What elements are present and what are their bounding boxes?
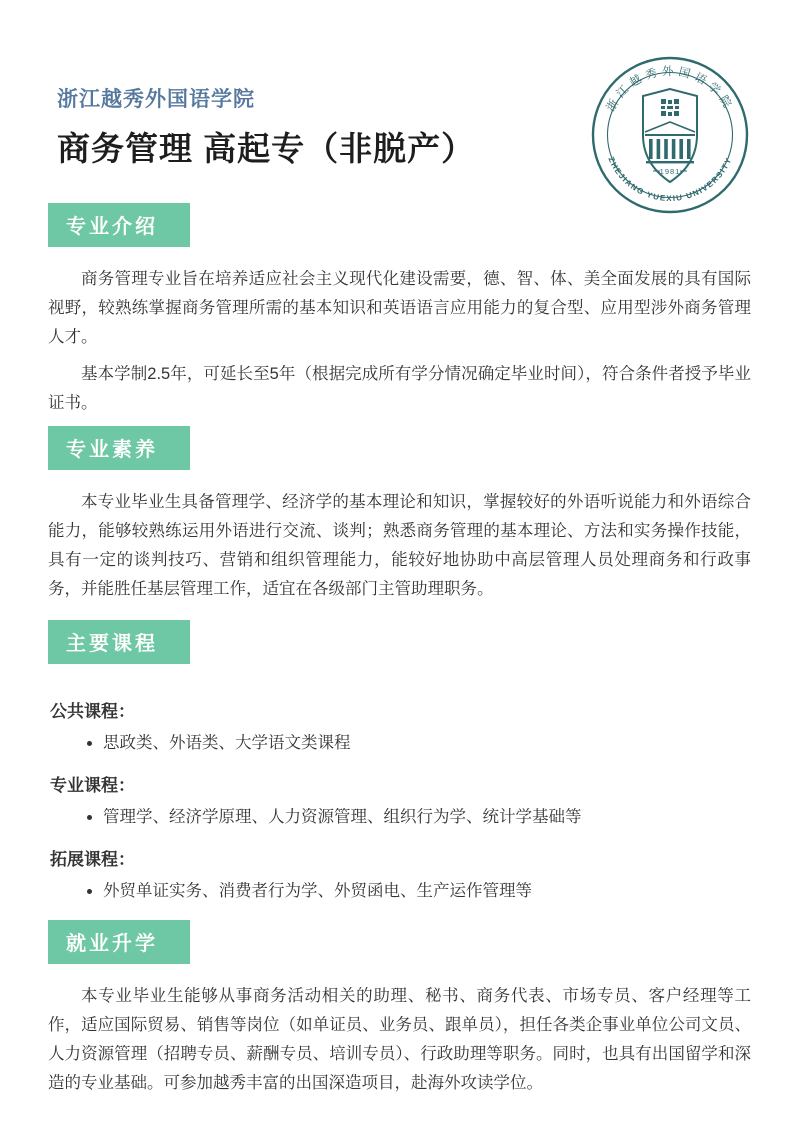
- quality-paragraph: 本专业毕业生具备管理学、经济学的基本理论和知识，掌握较好的外语听说能力和外语综合能力，能够较熟练运用外语进行交流、谈判；熟悉商务管理的基本理论、方法和实务操作技能，具有一定的谈判技巧、营销和组织管理能力，能较好地协助中高层管理人员处理商务和行政事务，并能胜任基层管理工作，适宜在各级部门主管助理职务。: [48, 493, 751, 598]
- course-group-major: [48, 771, 751, 830]
- section-career: [48, 920, 751, 1098]
- course-list: [48, 731, 751, 756]
- seal-emblem-pattern: [661, 99, 679, 116]
- career-paragraph: 本专业毕业生能够从事商务活动相关的助理、秘书、商务代表、市场专员、客户经理等工作，适应国际贸易、销售等岗位（如单证员、业务员、跟单员），担任各类企事业单位公司文员、人力资源管理（招聘专员、薪酬专员、培训专员）、行政助理等职务。同时，也具有出国留学和深造的专业基础。可参加越秀丰富的出国深造项目，赴海外攻读学位。: [48, 987, 751, 1092]
- section-heading-quality: 专业素养: [48, 426, 190, 470]
- university-seal-icon: [590, 55, 750, 215]
- course-group-label: 拓展课程：: [50, 850, 135, 869]
- section-intro: [48, 203, 751, 418]
- page-title: 商务管理 高起专（非脱产）: [57, 130, 476, 167]
- seal-building-columns: [649, 139, 691, 159]
- seal-building-roof: [645, 122, 695, 132]
- seal-bottom-text: ZHEJIANG YUEXIU UNIVERSITY: [606, 155, 734, 204]
- university-seal: [590, 55, 750, 215]
- course-group-public: [48, 697, 751, 756]
- document-header: [57, 83, 475, 170]
- seal-shield-icon: [643, 89, 697, 182]
- university-name: 浙江越秀外国语学院: [57, 88, 255, 111]
- course-list-item: • 管理学、经济学原理、人力资源管理、组织行为学、统计学基础等: [103, 805, 751, 830]
- intro-paragraph-1: 商务管理专业旨在培养适应社会主义现代化建设需要，德、智、体、美全面发展的具有国际视野，较熟练掌握商务管理所需的基本知识和英语语言应用能力的复合型、应用型涉外商务管理人才。: [48, 270, 751, 346]
- course-list-item: • 外贸单证实务、消费者行为学、外贸函电、生产运作管理等: [103, 879, 751, 904]
- content: [48, 203, 751, 1106]
- intro-paragraph-2: 基本学制2.5年，可延长至5年（根据完成所有学分情况确定毕业时间），符合条件者授予毕业证书。: [48, 365, 751, 412]
- course-list: [48, 805, 751, 830]
- section-heading-career: 就业升学: [48, 920, 190, 964]
- section-quality: [48, 426, 751, 604]
- course-list: [48, 879, 751, 904]
- course-group-label: 公共课程：: [50, 702, 135, 721]
- course-group-extension: [48, 845, 751, 904]
- course-list-item: • 思政类、外语类、大学语文类课程: [103, 731, 751, 756]
- section-heading-intro: 专业介绍: [48, 203, 190, 247]
- course-group-label: 专业课程：: [50, 776, 135, 795]
- seal-year: 1981: [659, 167, 681, 176]
- seal-top-text: 浙江越秀外国语学院: [604, 66, 736, 114]
- section-courses: [48, 620, 751, 904]
- section-heading-courses: 主要课程: [48, 620, 190, 664]
